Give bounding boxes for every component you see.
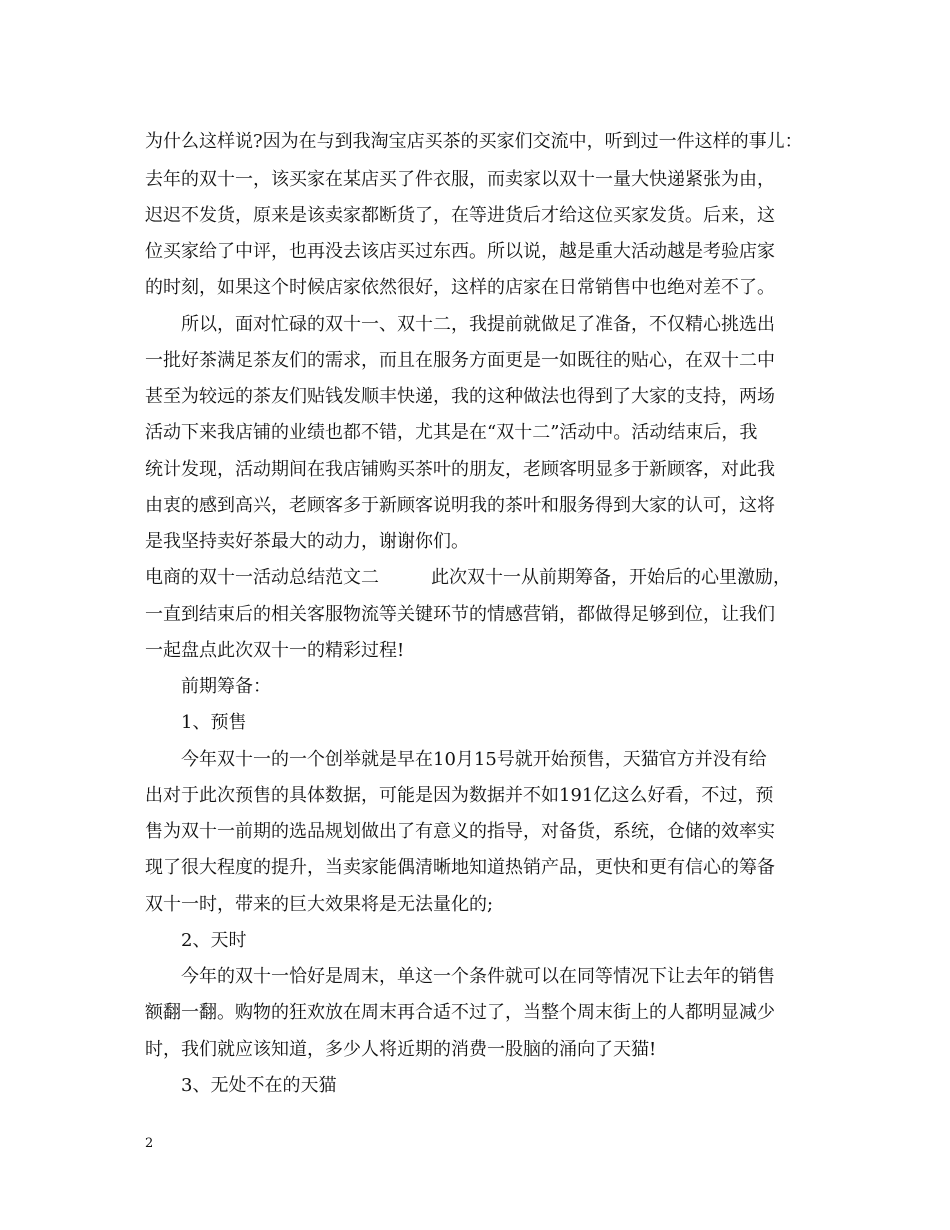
section-title: 电商的双十一活动总结范文二 (145, 567, 379, 588)
paragraph-line: 现了很大程度的提升，当卖家能偶清晰地知道热销产品，更快和更有信心的筹备 (145, 857, 775, 878)
paragraph-line: 去年的双十一，该买家在某店买了件衣服，而卖家以双十一量大快递紧张为由， (145, 169, 775, 190)
paragraph-line: 为什么这样说?因为在与到我淘宝店买茶的买家们交流中，听到过一件这样的事儿： (145, 131, 803, 152)
paragraph-line: 迟迟不发货，原来是该卖家都断货了，在等进货后才给这位买家发货。后来，这 (145, 205, 775, 226)
paragraph-line: 甚至为较远的茶友们贴钱发顺丰快递，我的这种做法也得到了大家的支持，两场 (145, 386, 775, 407)
subheading: 前期筹备： (181, 676, 271, 697)
paragraph-line: 时，我们就应该知道，多少人将近期的消费一股脑的涌向了天猫! (145, 1039, 657, 1060)
subheading: 2、天时 (181, 930, 247, 951)
paragraph-line: 今年双十一的一个创举就是早在10月15号就开始预售，天猫官方并没有给 (181, 749, 767, 770)
paragraph-line: 所以，面对忙碌的双十一、双十二，我提前就做足了准备，不仅精心挑选出 (181, 314, 775, 335)
subheading: 3、无处不在的天猫 (181, 1075, 337, 1096)
paragraph-line: 是我坚持卖好茶最大的动力，谢谢你们。 (145, 531, 469, 552)
paragraph-line: 的时刻，如果这个时候店家依然很好，这样的店家在日常销售中也绝对差不了。 (145, 277, 775, 298)
paragraph-line: 活动下来我店铺的业绩也都不错，尤其是在“双十二”活动中。活动结束后，我 (145, 422, 758, 443)
paragraph-line: 今年的双十一恰好是周末，单这一个条件就可以在同等情况下让去年的销售 (181, 966, 775, 987)
paragraph-line: 一批好茶满足茶友们的需求，而且在服务方面更是一如既往的贴心，在双十二中 (145, 350, 775, 371)
paragraph-line: 位买家给了中评，也再没去该店买过东西。所以说，越是重大活动越是考验店家 (145, 241, 775, 262)
paragraph-line: 统计发现，活动期间在我店铺购买茶叶的朋友，老顾客明显多于新顾客，对此我 (145, 459, 775, 480)
subheading: 1、预售 (181, 712, 247, 733)
paragraph-line: 一起盘点此次双十一的精彩过程! (145, 640, 405, 661)
section-title-line (145, 566, 791, 590)
paragraph-line: 双十一时，带来的巨大效果将是无法量化的; (145, 894, 494, 915)
paragraph-line: 一直到结束后的相关客服物流等关键环节的情感营销，都做得足够到位，让我们 (145, 604, 775, 625)
page-number: 2 (145, 1136, 154, 1151)
section-intro: 此次双十一从前期筹备，开始后的心里激励， (431, 567, 791, 588)
paragraph-line: 由衷的感到高兴，老顾客多于新顾客说明我的茶叶和服务得到大家的认可，这将 (145, 495, 775, 516)
paragraph-line: 出对于此次预售的具体数据，可能是因为数据并不如191亿这么好看，不过，预 (145, 785, 774, 806)
paragraph-line: 额翻一翻。购物的狂欢放在周末再合适不过了，当整个周末街上的人都明显减少 (145, 1002, 775, 1023)
paragraph-line: 售为双十一前期的选品规划做出了有意义的指导，对备货，系统，仓储的效率实 (145, 821, 775, 842)
